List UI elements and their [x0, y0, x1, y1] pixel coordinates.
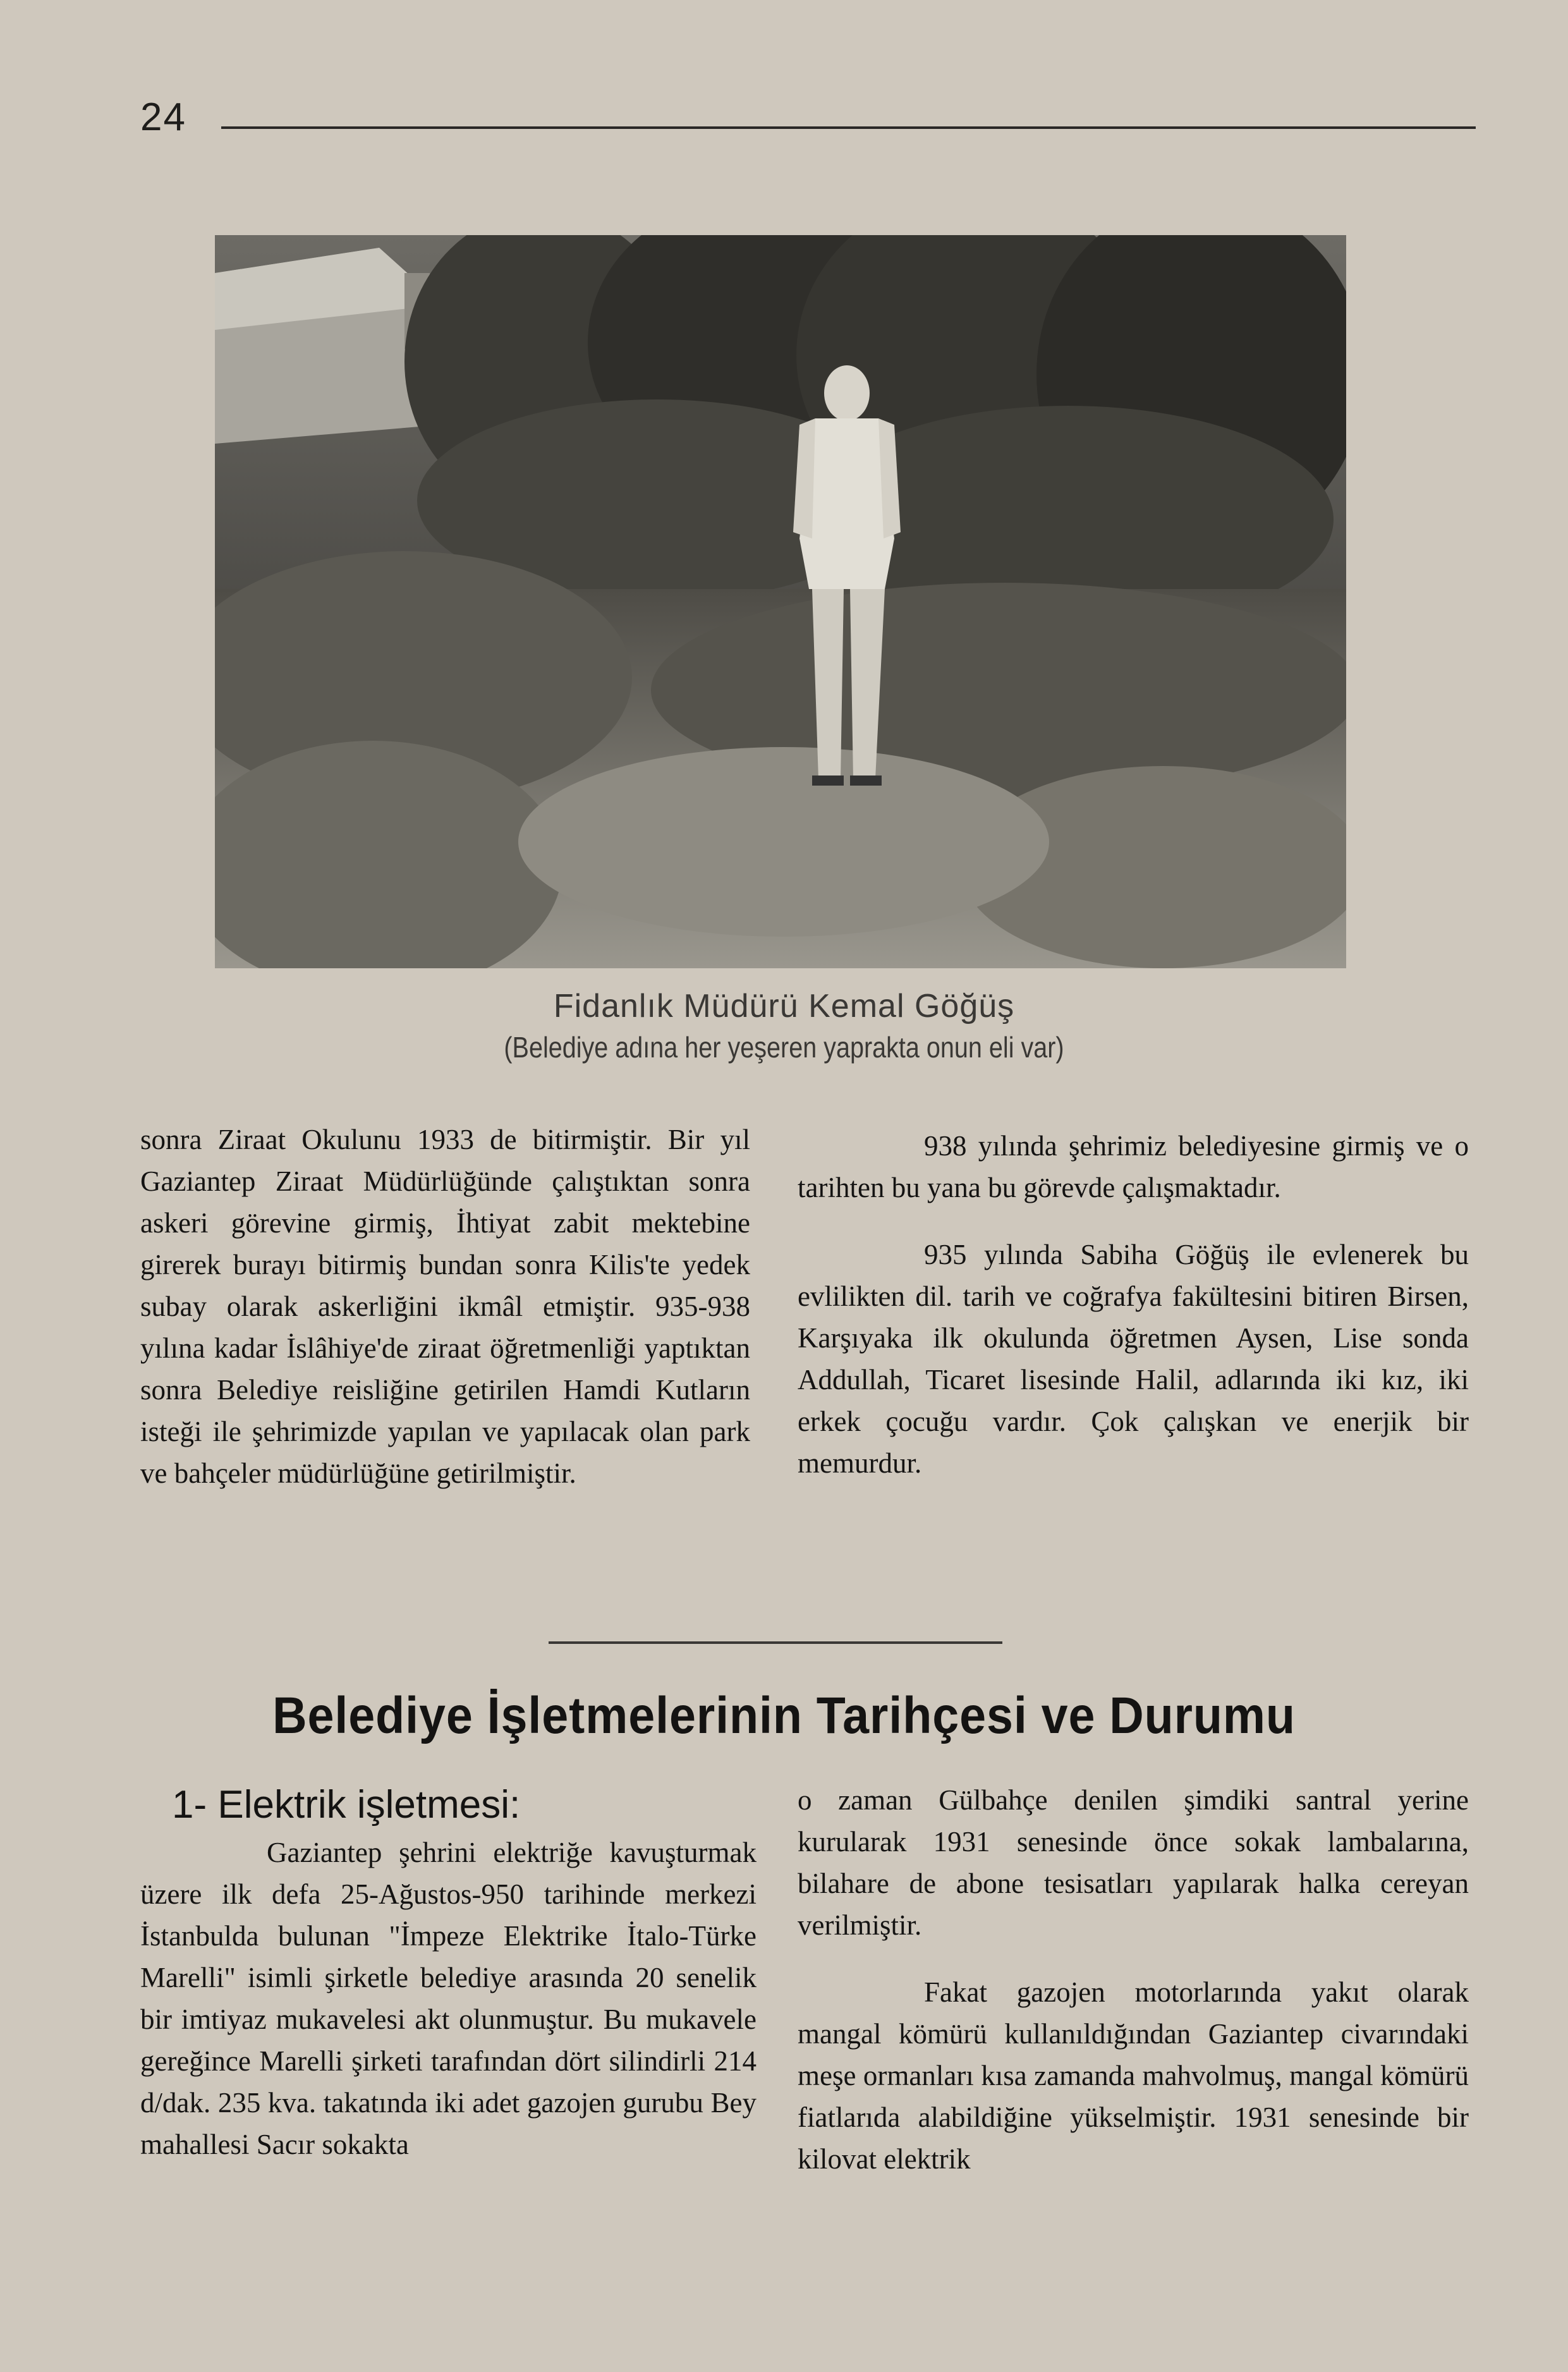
section-separator: [549, 1641, 1002, 1644]
biography-column-left: [140, 1119, 750, 1494]
section-paragraph: Fakat gazojen motorlarında yakıt olarak mangal kömürü kullanıldığından Gaziantep civarındaki meşe ormanları kısa zamanda mahvolmuş, mangal kömürü fiatlarıda alabildiğine yükselmiştir. 1931 senesinde bir kilovat elektrik: [798, 1976, 1469, 2175]
header-rule: [221, 126, 1476, 129]
biography-paragraph: sonra Ziraat Okulunu 1933 de bitirmiştir. Bir yıl Gaziantep Ziraat Müdürlüğünde çalıştıktan sonra askeri görevine girmiş, İhtiyat zabit mektebine girerek burayı bitirmiş bundan sonra Kilis'te yedek subay olarak askerliğini ikmâl etmiştir. 935-938 yılına kadar İslâhiye'de ziraat öğretmenliği yaptıktan sonra Belediye reisliğine getirilen Hamdi Kutların isteği ile şehrimizde yapılan ve yapılacak olan park ve bahçeler müdürlüğüne getirilmiştir.: [140, 1124, 750, 1489]
section-paragraph: o zaman Gülbahçe denilen şimdiki santral yerine kurularak 1931 senesinde önce sokak lambalarına, bilahare de abone tesisatları yapılarak halka cereyan verilmiştir.: [798, 1784, 1469, 1941]
section-paragraph: Gaziantep şehrini elektriğe kavuşturmak üzere ilk defa 25-Ağustos-950 tarihinde merkezi İstanbulda bulunan "İmpeze Elektrike İtalo-Türke Marelli" isimli şirketle belediye arasında 20 senelik bir imtiyaz mukavelesi akt olunmuştur. Bu mukavele gereğince Marelli şirketi tarafından dört silindirli 214 d/dak. 235 kva. takatında iki adet gazojen gurubu Bey mahallesi Sacır sokakta: [140, 1837, 757, 2160]
section-column-right: [798, 1779, 1469, 2180]
photo-illustration: [215, 235, 1346, 968]
section-column-left: [140, 1832, 757, 2165]
section-subheading: 1- Elektrik işletmesi:: [172, 1783, 521, 1827]
portrait-photo: [215, 235, 1346, 968]
page-number: 24: [140, 95, 186, 139]
biography-paragraph: 938 yılında şehrimiz belediyesine girmiş ve o tarihten bu yana bu görevde çalışmaktadır.: [798, 1130, 1469, 1203]
photo-caption-name: Fidanlık Müdürü Kemal Göğüş: [553, 988, 1015, 1025]
biography-paragraph: 935 yılında Sabiha Göğüş ile evlenerek bu evlilikten dil. tarih ve coğrafya fakültesini bitiren Birsen, Karşıyaka ilk okulunda öğretmen Aysen, Lise sonda Addullah, Ticaret lisesinde Halil, adlarında iki kız, iki erkek çocuğu vardır. Çok çalışkan ve enerjik bir memurdur.: [798, 1239, 1469, 1479]
section-heading: Belediye İşletmelerinin Tarihçesi ve Durumu: [272, 1687, 1296, 1744]
biography-column-right: [798, 1125, 1469, 1484]
photo-caption-note: (Belediye adına her yeşeren yaprakta onun eli var): [504, 1031, 1064, 1064]
